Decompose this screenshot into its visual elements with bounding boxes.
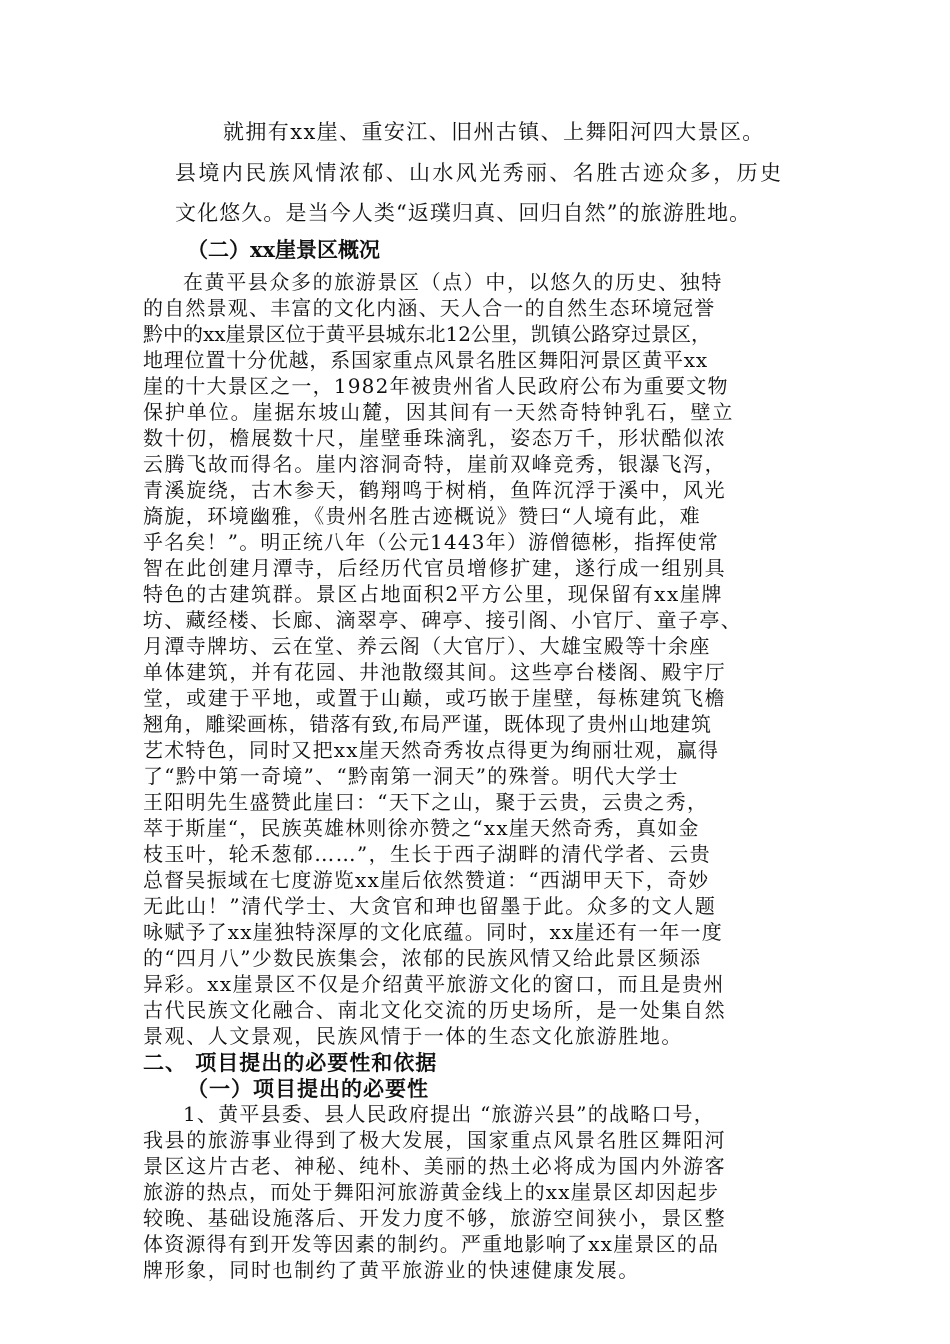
section-2-line: 景观、人文景观，民族风情于一体的生态文化旅游胜地。 xyxy=(143,1024,683,1048)
section-2-line: 数十仞，檐展数十尺，崖壁垂珠滴乳，姿态万千，形状酷似浓 xyxy=(143,426,727,450)
section-2-line: 特色的古建筑群。景区占地面积2平方公里，现保留有xx崖牌 xyxy=(143,582,724,606)
section-2-line: 智在此创建月潭寺，后经历代官员增修扩建，遂行成一组别具 xyxy=(143,556,727,580)
section-2-line: 总督吴振域在七度游览xx崖后依然赞道：“西湖甲天下，奇妙 xyxy=(143,868,710,892)
subsection-1-line: 旅游的热点，而处于舞阳河旅游黄金线上的xx崖景区却因起步 xyxy=(143,1180,720,1204)
section-2-line: 艺术特色，同时又把xx崖天然奇秀妆点得更为绚丽壮观，赢得 xyxy=(143,738,720,762)
section-2-line: 的“四月八”少数民族集会，浓郁的民族风情又给此景区频添 xyxy=(143,946,702,970)
section-2-line: 云腾飞故而得名。崖内溶洞奇特，崖前双峰竞秀，银瀑飞泻， xyxy=(143,452,727,476)
section-2-line: 月潭寺牌坊、云在堂、养云阁（大官厅）、大雄宝殿等十余座 xyxy=(143,634,711,658)
section-2-line: 旖旎，环境幽雅，《贵州名胜古迹概说》赞曰“人境有此，难 xyxy=(143,504,702,528)
chapter-2-heading: 二、 项目提出的必要性和依据 xyxy=(143,1050,438,1075)
section-2-line: 在黄平县众多的旅游景区（点）中，以悠久的历史、独特 xyxy=(183,270,723,294)
intro-line-1: 就拥有xx崖、重安江、旧州古镇、上舞阳河四大景区。 xyxy=(223,120,765,144)
subsection-1-line: 1、黄平县委、县人民政府提出 “旅游兴县”的战略口号， xyxy=(183,1102,715,1126)
subsection-1-line: 我县的旅游事业得到了极大发展，国家重点风景名胜区舞阳河 xyxy=(143,1128,727,1152)
section-2-line: 坊、藏经楼、长廊、滴翠亭、碑亭、接引阁、小官厅、童子亭、 xyxy=(143,608,743,632)
subsection-1-line: 体资源得有到开发等因素的制约。严重地影响了xx崖景区的品 xyxy=(143,1232,720,1256)
section-2-line: 地理位置十分优越，系国家重点风景名胜区舞阳河景区黄平xx xyxy=(143,348,708,372)
section-2-line: 古代民族文化融合、南北文化交流的历史场所，是一处集自然 xyxy=(143,998,727,1022)
section-2-line: 的自然景观、丰富的文化内涵、天人合一的自然生态环境冠誉 xyxy=(143,296,716,320)
intro-line-3: 文化悠久。是当今人类“返璞归真、回归自然”的旅游胜地。 xyxy=(175,201,752,225)
section-2-line: 王阳明先生盛赞此崖曰：“天下之山，聚于云贵，云贵之秀， xyxy=(143,790,709,814)
subsection-1-line: 较晚、基础设施落后、开发力度不够，旅游空间狭小，景区整 xyxy=(143,1206,727,1230)
section-2-line: 异彩。xx崖景区不仅是介绍黄平旅游文化的窗口，而且是贵州 xyxy=(143,972,725,996)
section-2-line: 萃于斯崖“，民族英雄林则徐亦赞之“xx崖天然奇秀，真如金 xyxy=(143,816,700,840)
section-2-line: 咏赋予了xx崖独特深厚的文化底蕴。同时，xx崖还有一年一度 xyxy=(143,920,723,944)
section-2-line: 堂，或建于平地，或置于山巅，或巧嵌于崖壁，每栋建筑飞檐 xyxy=(143,686,727,710)
section-2-line: 单体建筑，并有花园、井池散缀其间。这些亭台楼阁、殿宇厅 xyxy=(143,660,727,684)
intro-line-2: 县境内民族风情浓郁、山水风光秀丽、名胜古迹众多，历史 xyxy=(175,161,784,185)
section-2-line: 无此山！”清代学士、大贪官和珅也留墨于此。众多的文人题 xyxy=(143,894,717,918)
subsection-1-line: 牌形象，同时也制约了黄平旅游业的快速健康发展。 xyxy=(143,1258,640,1282)
subsection-1-line: 景区这片古老、神秘、纯朴、美丽的热土必将成为国内外游客 xyxy=(143,1154,727,1178)
section-2-line: 青溪旋绕，古木参天，鹤翔鸣于树梢，鱼阵沉浮于溪中，风光 xyxy=(143,478,727,502)
section-2-line: 翘角，雕梁画栋，错落有致,布局严谨，既体现了贵州山地建筑 xyxy=(143,712,712,736)
section-2-line: 枝玉叶，轮禾葱郁……”，生长于西子湖畔的清代学者、云贵 xyxy=(143,842,712,866)
section-2-heading: （二）xx崖景区概况 xyxy=(187,237,381,262)
section-2-line: 乎名矣！”。明正统八年（公元1443年）游僧德彬，指挥使常 xyxy=(143,530,719,554)
section-2-line: 黔中的xx崖景区位于黄平县城东北12公里，凯镇公路穿过景区， xyxy=(143,322,712,346)
section-2-line: 了“黔中第一奇境”、“黔南第一洞天”的殊誉。明代大学士 xyxy=(143,764,679,788)
section-2-line: 崖的十大景区之一，1982年被贵州省人民政府公布为重要文物 xyxy=(143,374,729,398)
subsection-1-heading: （一）项目提出的必要性 xyxy=(187,1076,429,1101)
section-2-line: 保护单位。崖据东坡山麓，因其间有一天然奇特钟乳石，壁立 xyxy=(143,400,735,424)
